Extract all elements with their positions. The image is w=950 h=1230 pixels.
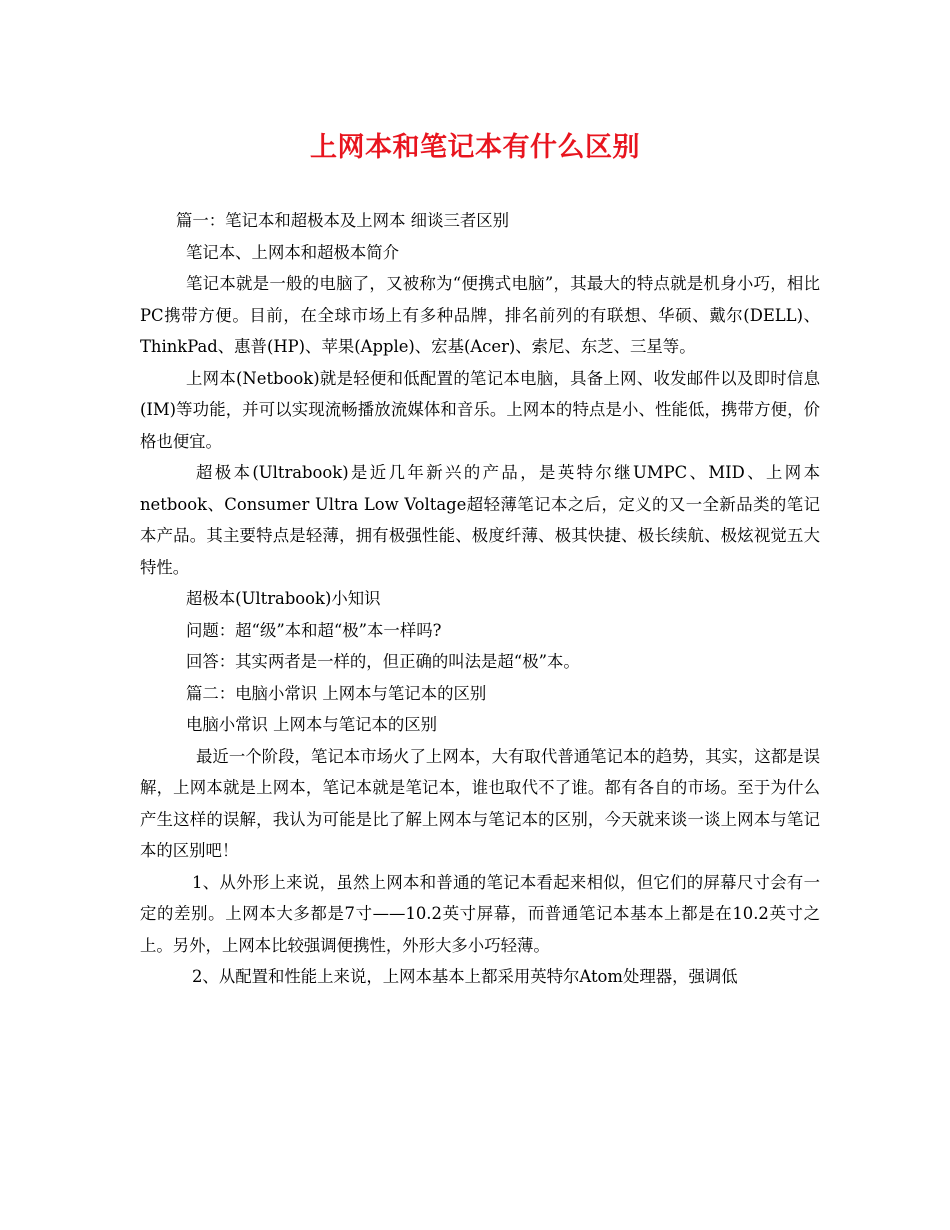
- paragraph-point-1: 1、从外形上来说，虽然上网本和普通的笔记本看起来相似，但它们的屏幕尺寸会有一定的差别。上网本大多都是7寸——10.2英寸屏幕，而普通笔记本基本上都是在10.2英寸之上。另外，上网本比较强调便携性，外形大多小巧轻薄。: [140, 872, 820, 955]
- subheading-intro: 笔记本、上网本和超极本简介: [186, 242, 400, 262]
- paragraph-point-2: 2、从配置和性能上来说，上网本基本上都采用英特尔Atom处理器，强调低: [192, 967, 738, 986]
- question-line: 问题：超“级”本和超“极”本一样吗?: [186, 620, 442, 640]
- paragraph-ultrabook: 超极本(Ultrabook)是近几年新兴的产品，是英特尔继UMPC、MID、上网本netbook、Consumer Ultra Low Voltage超轻薄笔记本之后，定义的又一全新品类的笔记本产品。其主要特点是轻薄，拥有极强性能、极度纤薄、极其快捷、极长续航、极炫视觉五大特性。: [140, 463, 820, 577]
- paragraph-misconception: 最近一个阶段，笔记本市场火了上网本，大有取代普通笔记本的趋势，其实，这都是误解，上网本就是上网本，笔记本就是笔记本，谁也取代不了谁。都有各自的市场。至于为什么产生这样的误解，我认为可能是比了解上网本与笔记本的区别，今天就来谈一谈上网本与笔记本的区别吧！: [140, 746, 820, 860]
- subheading-ultrabook-tips: 超极本(Ultrabook)小知识: [186, 589, 381, 608]
- section-heading-2: 篇二：电脑小常识 上网本与笔记本的区别: [186, 683, 487, 703]
- section-heading-1: 篇一：笔记本和超极本及上网本 细谈三者区别: [176, 211, 510, 230]
- subheading-computer-tips: 电脑小常识 上网本与笔记本的区别: [186, 715, 438, 734]
- paragraph-notebook: 笔记本就是一般的电脑了，又被称为“便携式电脑”，其最大的特点就是机身小巧，相比PC携带方便。目前，在全球市场上有多种品牌，排名前列的有联想、华硕、戴尔(DELL)、ThinkPad、惠普(HP)、苹果(Apple)、宏基(Acer)、索尼、东芝、三星等。: [140, 274, 820, 356]
- document-title: 上网本和笔记本有什么区别: [310, 132, 640, 163]
- answer-line: 回答：其实两者是一样的，但正确的叫法是超“极”本。: [186, 652, 580, 671]
- document-body: [140, 205, 820, 993]
- paragraph-netbook: 上网本(Netbook)就是轻便和低配置的笔记本电脑，具备上网、收发邮件以及即时信息(IM)等功能，并可以实现流畅播放流媒体和音乐。上网本的特点是小、性能低，携带方便，价格也便宜。: [140, 368, 820, 451]
